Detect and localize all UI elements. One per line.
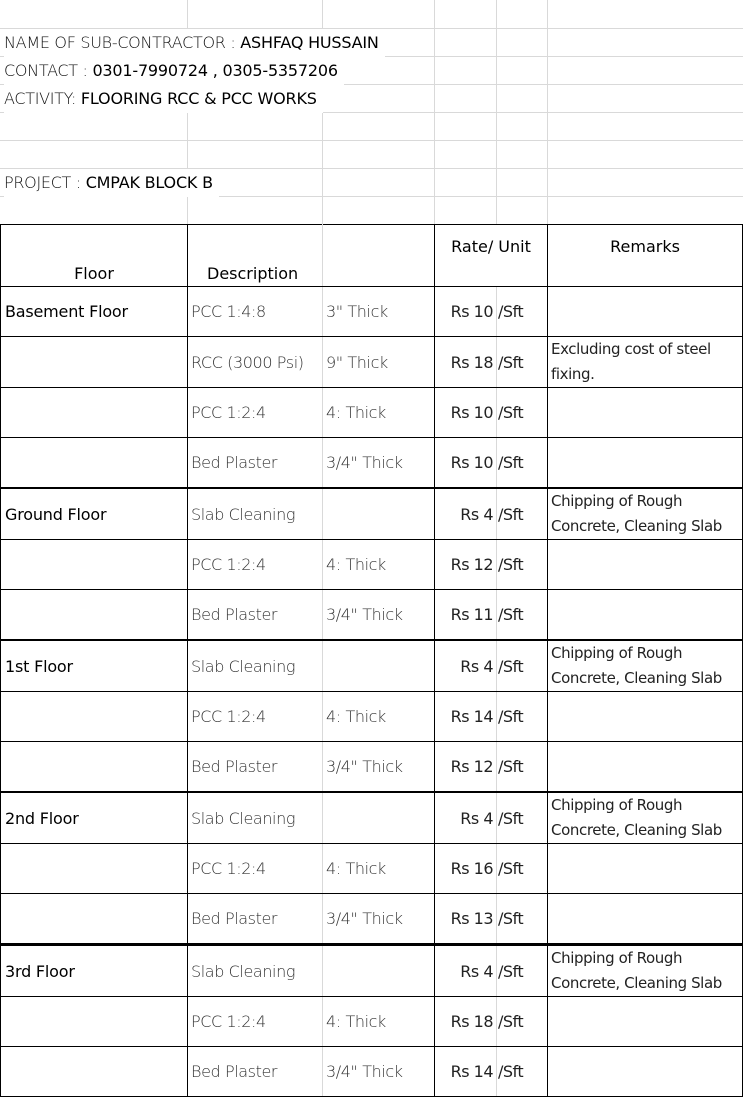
description-cell: Bed Plaster: [188, 1047, 323, 1097]
remarks-cell: Chipping of Rough Concrete, Cleaning Slab: [548, 792, 743, 844]
description-cell: Bed Plaster: [188, 742, 323, 793]
table-row: [1, 692, 743, 742]
table-row: [1, 844, 743, 894]
unit-cell: /Sft: [497, 640, 548, 692]
rate-cell: Rs 14: [435, 1047, 497, 1097]
remarks-cell: [548, 997, 743, 1047]
project-value: CMPAK BLOCK B: [85, 173, 213, 192]
column-header-description: Description: [188, 225, 323, 287]
table-row: [1, 1047, 743, 1097]
rate-cell: Rs 13: [435, 894, 497, 945]
description-cell: Bed Plaster: [188, 590, 323, 641]
unit-cell: /Sft: [497, 488, 548, 540]
remarks-cell: [548, 287, 743, 337]
column-header-floor: Floor: [1, 225, 188, 287]
description-cell: Bed Plaster: [188, 438, 323, 489]
floor-cell: [1, 388, 188, 438]
thickness-cell: [323, 640, 435, 692]
thickness-cell: 9" Thick: [323, 337, 435, 388]
rate-cell: Rs 10: [435, 287, 497, 337]
remarks-cell: Chipping of Rough Concrete, Cleaning Slab: [548, 945, 743, 997]
remarks-cell: [548, 692, 743, 742]
table-header-row: [1, 225, 743, 287]
rate-cell: Rs 16: [435, 844, 497, 894]
remarks-cell: [548, 1047, 743, 1097]
floor-cell: 2nd Floor: [1, 792, 188, 844]
thickness-cell: [323, 488, 435, 540]
floor-cell: [1, 1047, 188, 1097]
rate-cell: Rs 12: [435, 742, 497, 793]
rate-cell: Rs 4: [435, 792, 497, 844]
thickness-cell: 4: Thick: [323, 692, 435, 742]
unit-cell: /Sft: [497, 590, 548, 641]
floor-cell: [1, 590, 188, 641]
remarks-cell: [548, 388, 743, 438]
table-row: [1, 742, 743, 793]
unit-cell: /Sft: [497, 1047, 548, 1097]
thickness-cell: 3/4" Thick: [323, 1047, 435, 1097]
project-label: PROJECT :: [4, 173, 86, 192]
thickness-cell: [323, 792, 435, 844]
description-cell: Bed Plaster: [188, 894, 323, 945]
unit-cell: /Sft: [497, 894, 548, 945]
thickness-cell: 3/4" Thick: [323, 438, 435, 489]
unit-cell: /Sft: [497, 337, 548, 388]
activity-value: FLOORING RCC & PCC WORKS: [80, 89, 317, 108]
rate-cell: Rs 11: [435, 590, 497, 641]
floor-cell: [1, 692, 188, 742]
floor-cell: 3rd Floor: [1, 945, 188, 997]
column-header-remarks: Remarks: [548, 225, 743, 287]
table-row: [1, 488, 743, 540]
remarks-cell: [548, 894, 743, 945]
thickness-cell: 4: Thick: [323, 997, 435, 1047]
table-row: [1, 590, 743, 641]
table-row: [1, 894, 743, 945]
rate-cell: Rs 14: [435, 692, 497, 742]
unit-cell: /Sft: [497, 844, 548, 894]
table-row: [1, 388, 743, 438]
project-line: [4, 169, 219, 197]
contact-label: CONTACT :: [4, 61, 93, 80]
table-row: [1, 640, 743, 692]
unit-cell: /Sft: [497, 742, 548, 793]
activity-label: ACTIVITY:: [4, 89, 81, 108]
description-cell: PCC 1:2:4: [188, 844, 323, 894]
description-cell: Slab Cleaning: [188, 488, 323, 540]
floor-cell: [1, 438, 188, 489]
floor-cell: Basement Floor: [1, 287, 188, 337]
description-cell: PCC 1:2:4: [188, 997, 323, 1047]
contact-value: 0301-7990724 , 0305-5357206: [92, 61, 338, 80]
table-row: [1, 540, 743, 590]
thickness-cell: [323, 945, 435, 997]
table-row: [1, 287, 743, 337]
floor-cell: [1, 894, 188, 945]
thickness-cell: 3" Thick: [323, 287, 435, 337]
floor-cell: 1st Floor: [1, 640, 188, 692]
unit-cell: /Sft: [497, 945, 548, 997]
description-cell: RCC (3000 Psi): [188, 337, 323, 388]
description-cell: PCC 1:4:8: [188, 287, 323, 337]
remarks-cell: [548, 742, 743, 793]
unit-cell: /Sft: [497, 388, 548, 438]
description-cell: PCC 1:2:4: [188, 692, 323, 742]
thickness-cell: 4: Thick: [323, 388, 435, 438]
rate-cell: Rs 18: [435, 337, 497, 388]
floor-cell: [1, 742, 188, 793]
unit-cell: /Sft: [497, 438, 548, 489]
table-row: [1, 792, 743, 844]
subcontractor-line: [4, 29, 385, 57]
floor-cell: Ground Floor: [1, 488, 188, 540]
rate-cell: Rs 10: [435, 388, 497, 438]
activity-line: [4, 85, 323, 113]
floor-cell: [1, 844, 188, 894]
remarks-cell: [548, 438, 743, 489]
unit-cell: /Sft: [497, 792, 548, 844]
description-cell: Slab Cleaning: [188, 640, 323, 692]
description-cell: PCC 1:2:4: [188, 540, 323, 590]
remarks-cell: Chipping of Rough Concrete, Cleaning Slab: [548, 488, 743, 540]
unit-cell: /Sft: [497, 287, 548, 337]
rate-cell: Rs 4: [435, 945, 497, 997]
table-row: [1, 438, 743, 489]
rate-cell: Rs 12: [435, 540, 497, 590]
table-row: [1, 997, 743, 1047]
column-header-blank: [323, 225, 435, 287]
contact-line: [4, 57, 344, 85]
rate-cell: Rs 10: [435, 438, 497, 489]
remarks-cell: [548, 590, 743, 641]
table-row: [1, 337, 743, 388]
subcontractor-label: NAME OF SUB-CONTRACTOR :: [4, 33, 241, 52]
unit-cell: /Sft: [497, 997, 548, 1047]
thickness-cell: 4: Thick: [323, 844, 435, 894]
rate-table: [0, 224, 743, 1097]
thickness-cell: 3/4" Thick: [323, 742, 435, 793]
description-cell: Slab Cleaning: [188, 945, 323, 997]
description-cell: PCC 1:2:4: [188, 388, 323, 438]
subcontractor-value: ASHFAQ HUSSAIN: [240, 33, 379, 52]
table-row: [1, 945, 743, 997]
remarks-cell: [548, 540, 743, 590]
thickness-cell: 4: Thick: [323, 540, 435, 590]
floor-cell: [1, 337, 188, 388]
rate-cell: Rs 18: [435, 997, 497, 1047]
floor-cell: [1, 997, 188, 1047]
remarks-cell: [548, 844, 743, 894]
remarks-cell: Excluding cost of steel fixing.: [548, 337, 743, 388]
floor-cell: [1, 540, 188, 590]
description-cell: Slab Cleaning: [188, 792, 323, 844]
unit-cell: /Sft: [497, 692, 548, 742]
remarks-cell: Chipping of Rough Concrete, Cleaning Slab: [548, 640, 743, 692]
unit-cell: /Sft: [497, 540, 548, 590]
rate-cell: Rs 4: [435, 488, 497, 540]
thickness-cell: 3/4" Thick: [323, 590, 435, 641]
column-header-rate-unit: Rate/ Unit: [435, 225, 548, 287]
thickness-cell: 3/4" Thick: [323, 894, 435, 945]
gridline: [0, 140, 743, 141]
rate-cell: Rs 4: [435, 640, 497, 692]
